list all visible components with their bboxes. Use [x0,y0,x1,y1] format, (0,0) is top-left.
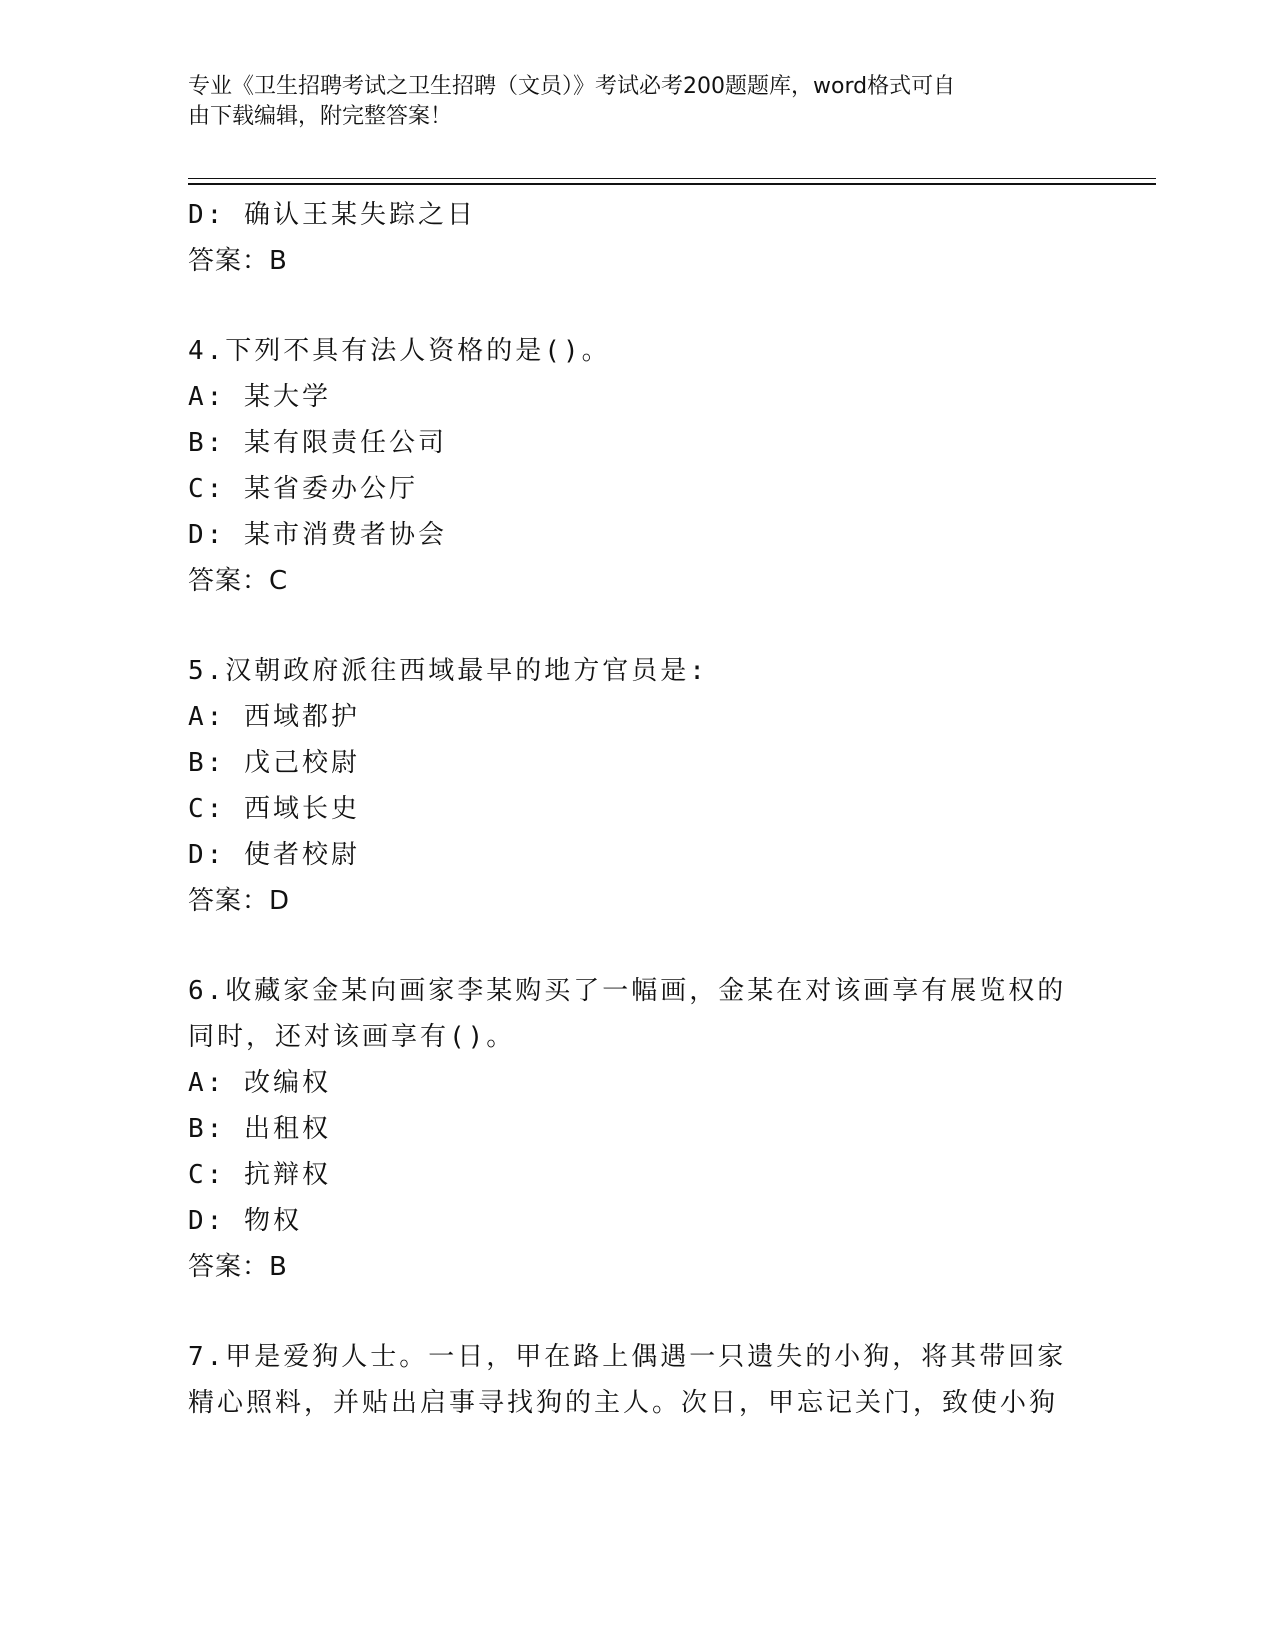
header-line-1: 专业《卫生招聘考试之卫生招聘（文员）》考试必考200题题库，word格式可自 [188,74,956,99]
option-d: D: 物权 [188,1206,302,1236]
question-list [188,192,1088,1426]
header-divider-thick [188,183,1156,185]
option-b: B: 某有限责任公司 [188,428,447,458]
header-divider-thin [188,178,1156,179]
answer-line: 答案：C [188,566,289,596]
answer-line: 答案：B [188,1252,288,1282]
header-line-2: 由下载编辑，附完整答案！ [188,104,453,129]
option-d: D: 使者校尉 [188,840,360,870]
question-block-6 [188,968,1088,1290]
option-b: B: 出租权 [188,1114,331,1144]
option-a: A: 西域都护 [188,702,360,732]
document-header [188,72,1068,132]
option-c: C: 某省委办公厅 [188,474,418,504]
option-a: A: 某大学 [188,382,331,412]
question-stem-line-1: 7.甲是爱狗人士。一日，甲在路上偶遇一只遗失的小狗，将其带回家 [188,1342,1067,1372]
question-block-7 [188,1334,1088,1426]
option-d: D: 某市消费者协会 [188,520,447,550]
option-c: C: 抗辩权 [188,1160,331,1190]
option-a: A: 改编权 [188,1068,331,1098]
question-block-5 [188,648,1088,924]
question-block-4 [188,328,1088,604]
question-block-prev [188,192,1088,284]
answer-line: 答案：D [188,886,291,916]
answer-line: 答案：B [188,246,288,276]
question-stem: 4.下列不具有法人资格的是()。 [188,336,611,366]
option-b: B: 戊己校尉 [188,748,360,778]
question-stem: 5.汉朝政府派往西域最早的地方官员是: [188,656,708,686]
question-stem-line-1: 6.收藏家金某向画家李某购买了一幅画，金某在对该画享有展览权的 [188,976,1067,1006]
question-stem-line-2: 同时，还对该画享有()。 [188,1022,516,1052]
option-c: C: 西域长史 [188,794,360,824]
option-d: D: 确认王某失踪之日 [188,200,476,230]
question-stem-line-2: 精心照料，并贴出启事寻找狗的主人。次日，甲忘记关门，致使小狗 [188,1388,1059,1418]
